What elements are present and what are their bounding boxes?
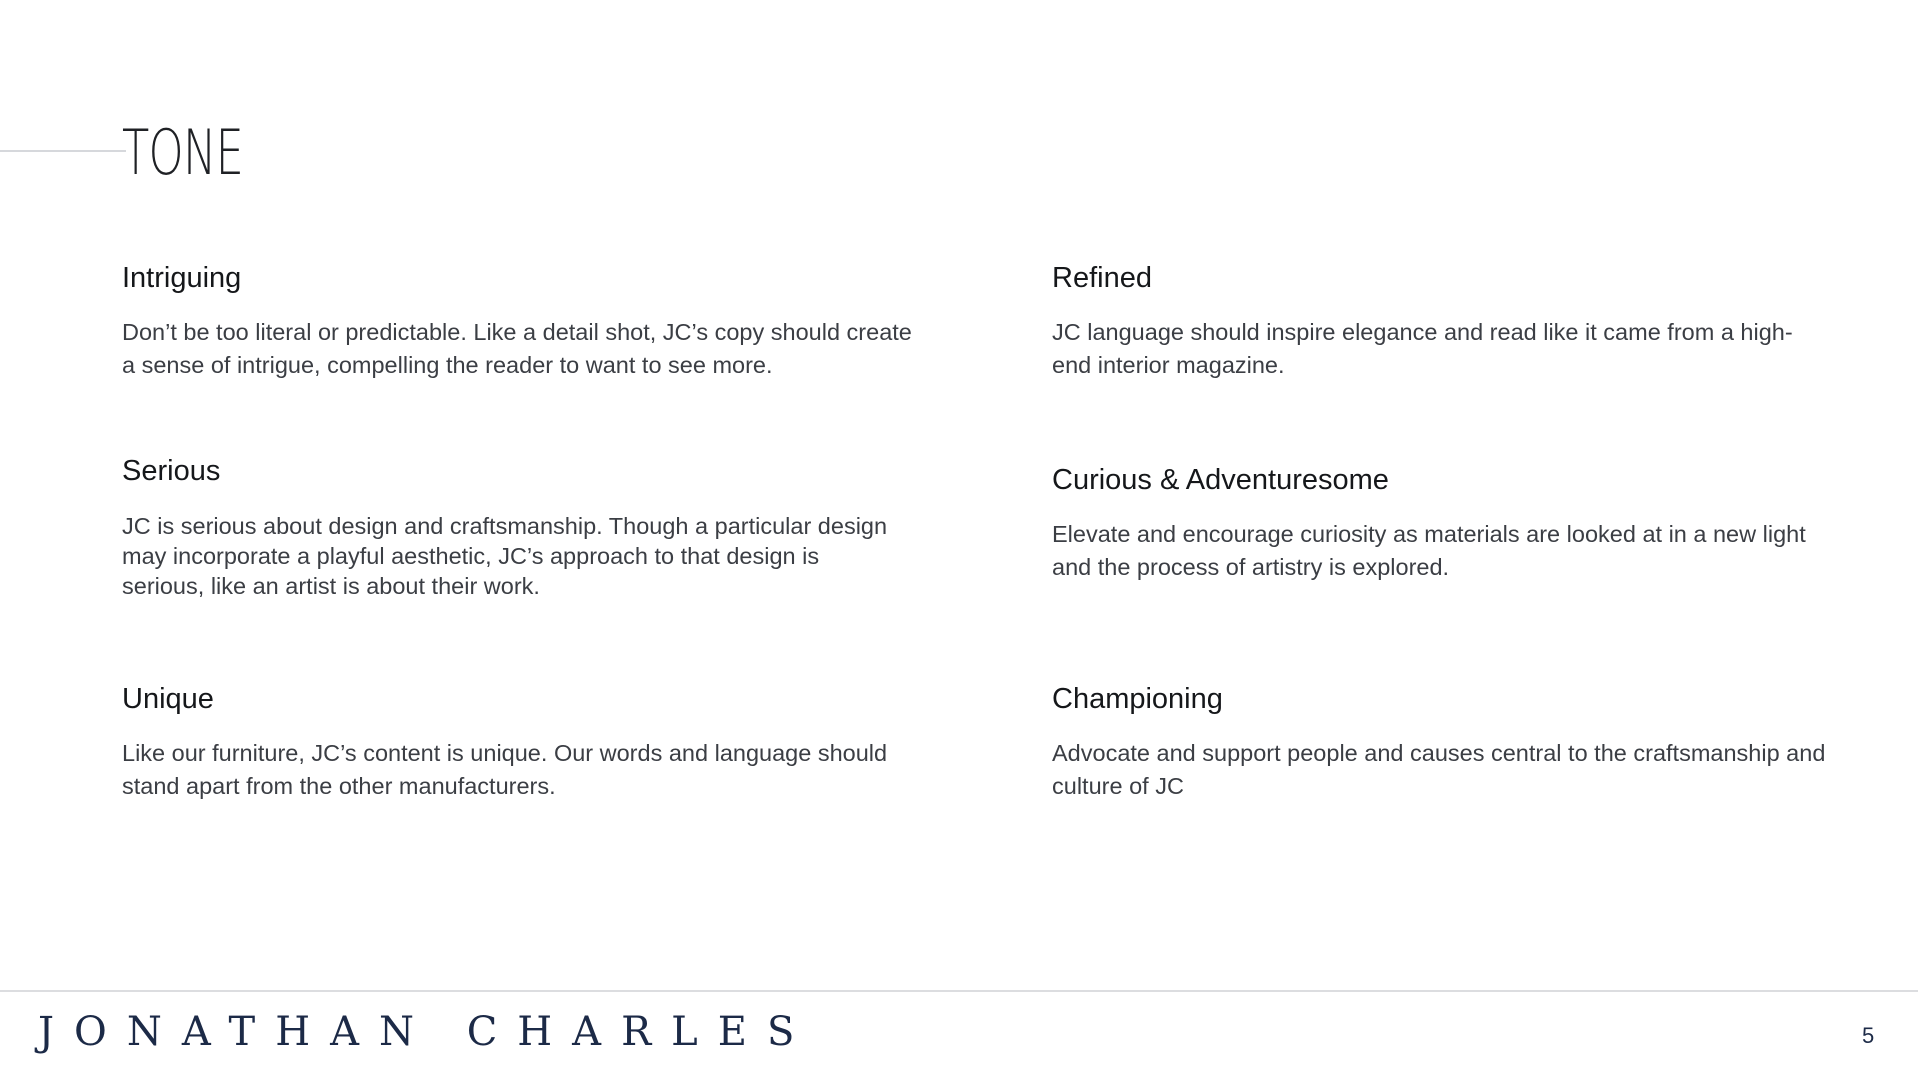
section-heading: Curious & Adventuresome <box>1052 464 1389 496</box>
section-body: Elevate and encourage curiosity as materials are looked at in a new light and the process of artistry is explored. <box>1052 521 1806 580</box>
title-accent-rule <box>0 150 126 152</box>
section-refined <box>1052 260 1852 382</box>
footer-divider <box>0 990 1918 992</box>
section-heading: Serious <box>122 455 221 487</box>
section-heading: Unique <box>122 683 214 715</box>
section-heading: Championing <box>1052 683 1223 715</box>
section-body: Don’t be too literal or predictable. Like a detail shot, JC’s copy should create a sense of intrigue, compelling the reader to want to see more. <box>122 319 912 378</box>
section-heading: Intriguing <box>122 262 242 294</box>
page-number: 5 <box>1862 1023 1875 1048</box>
section-serious <box>122 453 922 601</box>
section-body: JC is serious about design and craftsmanship. Though a particular design may incorporate a playful aesthetic, JC’s approach to that design is serious, like an artist is about their work. <box>122 513 888 599</box>
page-title: TONE <box>122 116 244 189</box>
section-heading: Refined <box>1052 262 1152 294</box>
section-intriguing <box>122 260 922 382</box>
section-body: JC language should inspire elegance and read like it came from a high-end interior magazine. <box>1052 319 1793 378</box>
section-curious-adventuresome <box>1052 462 1852 584</box>
section-championing <box>1052 681 1852 803</box>
brand-logo: JONATHAN CHARLES <box>38 1009 815 1055</box>
section-body: Like our furniture, JC’s content is unique. Our words and language should stand apart from the other manufacturers. <box>122 740 888 799</box>
section-body: Advocate and support people and causes central to the craftsmanship and culture of JC <box>1052 740 1826 799</box>
section-unique <box>122 681 922 803</box>
